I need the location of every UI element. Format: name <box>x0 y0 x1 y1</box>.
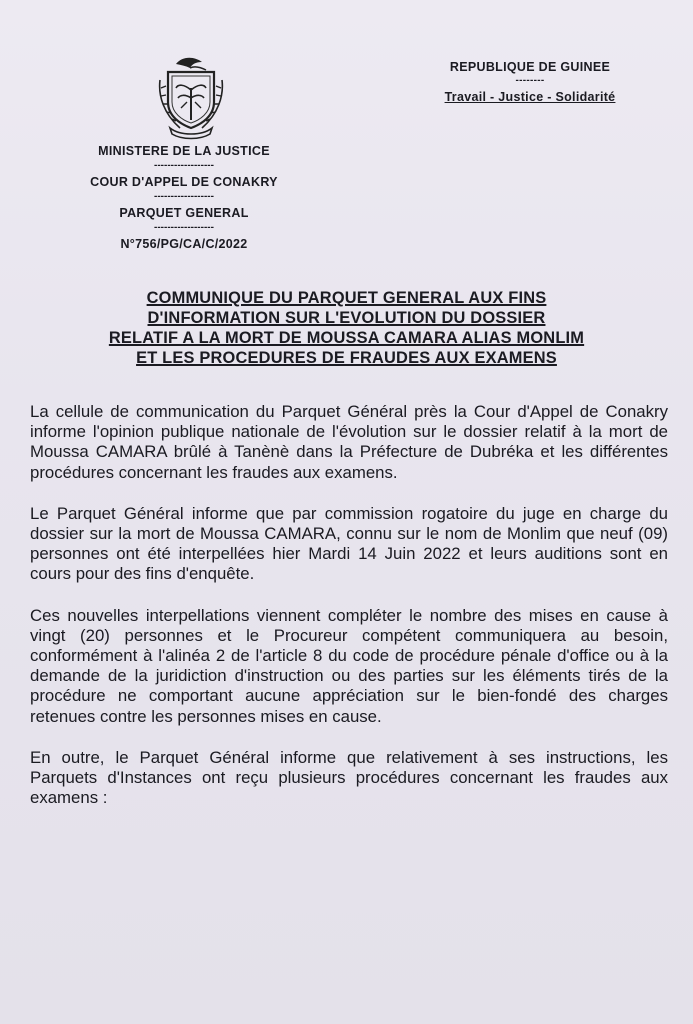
divider: -------- <box>515 75 545 86</box>
body-paragraph: Ces nouvelles interpellations viennent compléter le nombre des mises en cause à vingt (20) personnes et le Procureur compétent communiquera au besoin, conformément à l'alinéa 2 de l'article 8 du code de procédure pénale d'office ou à la demande de la juridiction d'instruction ou des parties sur les éléments tirés de la procédure ne comportant aucune appréciation sur le bien-fondé des charges retenues contre les personnes mises en cause. <box>30 605 668 726</box>
title-line: ET LES PROCEDURES DE FRAUDES AUX EXAMENS <box>136 349 557 367</box>
court-name: COUR D'APPEL DE CONAKRY <box>90 175 278 189</box>
body-paragraph: En outre, le Parquet Général informe que relativement à ses instructions, les Parquets d'Instances ont reçu plusieurs procédures concernant les fraudes aux examens : <box>30 747 668 808</box>
ministry-name: MINISTERE DE LA JUSTICE <box>98 144 270 158</box>
issuing-authority-block <box>54 142 314 254</box>
country-name: REPUBLIQUE DE GUINEE <box>449 60 611 74</box>
national-motto: Travail - Justice - Solidarité <box>444 90 616 104</box>
title-line: COMMUNIQUE DU PARQUET GENERAL AUX FINS <box>146 289 547 307</box>
divider: ------------------ <box>154 191 214 202</box>
divider: ------------------ <box>154 160 214 171</box>
country-block <box>410 58 650 106</box>
title-line: D'INFORMATION SUR L'EVOLUTION DU DOSSIER <box>147 309 546 327</box>
divider: ------------------ <box>154 222 214 233</box>
body-paragraph: La cellule de communication du Parquet Général près la Cour d'Appel de Conakry informe l'opinion publique nationale de l'évolution sur le dossier relatif à la mort de Moussa CAMARA brûlé à Tanènè dans la Préfecture de Dubréka et les différentes procédures concernant les fraudes aux examens. <box>30 402 668 482</box>
title-line: RELATIF A LA MORT DE MOUSSA CAMARA ALIAS MONLIM <box>108 329 585 347</box>
communique-title <box>24 288 669 368</box>
reference-number: N°756/PG/CA/C/2022 <box>120 237 248 251</box>
office-name: PARQUET GENERAL <box>119 206 249 220</box>
body-paragraph: Le Parquet Général informe que par commission rogatoire du juge en charge du dossier sur la mort de Moussa CAMARA, connu sur le nom de Monlim que neuf (09) personnes ont été interpellées hier Mardi 14 Juin 2022 et leurs auditions sont en cours pour des fins d'enquête. <box>30 503 668 584</box>
communique-body <box>30 402 668 829</box>
coat-of-arms-emblem-icon <box>146 50 236 140</box>
